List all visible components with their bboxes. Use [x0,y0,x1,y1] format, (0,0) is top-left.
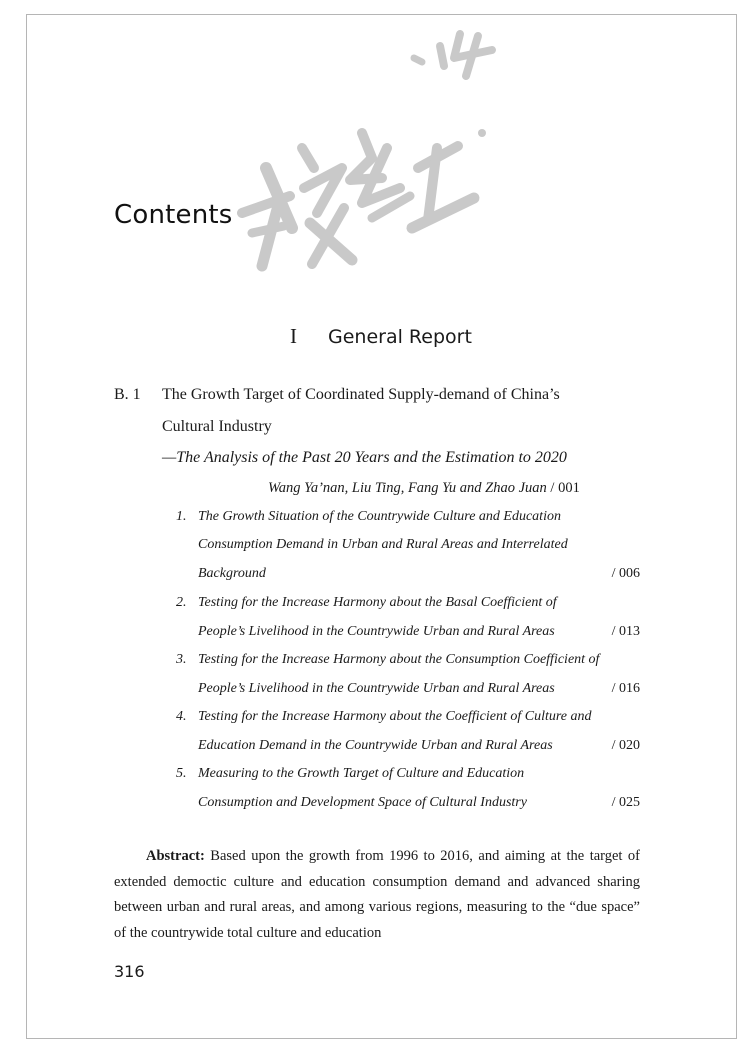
subsection-page: / 013 [611,624,640,639]
subsection-page: / 006 [611,566,640,581]
subsection-3 [176,652,640,702]
subsection-5 [176,766,640,816]
part-title: General Report [328,326,472,348]
subsection-page: / 020 [611,738,640,753]
subsection-page: / 016 [611,681,640,696]
entry-title-line-1: The Growth Target of Coordinated Supply-demand of China’s [162,386,560,403]
subsection-line: Background [198,566,266,581]
subsection-number: 3. [176,652,187,667]
subsection-line: The Growth Situation of the Countrywide Culture and Education [198,509,561,524]
part-number: I [290,324,297,348]
subsection-1 [176,509,640,589]
subsection-line: People’s Livelihood in the Countrywide Urban and Rural Areas [198,681,555,696]
subsection-line: Testing for the Increase Harmony about the Consumption Coefficient of [198,652,600,667]
entry-page: / 001 [550,480,580,496]
subsection-2 [176,595,640,645]
subsection-line: People’s Livelihood in the Countrywide Urban and Rural Areas [198,624,555,639]
subsection-number: 1. [176,509,187,524]
subsection-4 [176,709,640,759]
subsection-line: Education Demand in the Countrywide Urban and Rural Areas [198,738,553,753]
subsection-number: 4. [176,709,187,724]
watermark-stamp [222,28,522,278]
entry-code: B. 1 [114,386,141,403]
subsection-line: Consumption and Development Space of Cultural Industry [198,795,527,810]
abstract-paragraph [114,844,640,946]
subsection-page: / 025 [611,795,640,810]
abstract-label: Abstract: [146,848,205,864]
entry-subtitle: —The Analysis of the Past 20 Years and the Estimation to 2020 [162,449,567,466]
subsection-line: Consumption Demand in Urban and Rural Areas and Interrelated [198,537,568,552]
subsection-number: 5. [176,766,187,781]
entry-authors-line [268,480,580,497]
subsection-line: Testing for the Increase Harmony about the Basal Coefficient of [198,595,557,610]
page-number: 316 [114,962,145,981]
subsection-line: Testing for the Increase Harmony about the Coefficient of Culture and [198,709,592,724]
page-title: Contents [114,200,233,230]
subsection-number: 2. [176,595,187,610]
abstract-text: Based upon the growth from 1996 to 2016, and aiming at the target of extended democtic culture and education consumption demand and advanced sharing between urban and rural areas, and among various regions, measuring to the “due space” of the countrywide total culture and education [114,848,641,941]
entry-title-line-2: Cultural Industry [162,418,272,435]
subsection-line: Measuring to the Growth Target of Culture and Education [198,766,525,781]
entry-authors: Wang Ya’nan, Liu Ting, Fang Yu and Zhao Juan [268,480,547,496]
part-heading [290,324,472,349]
